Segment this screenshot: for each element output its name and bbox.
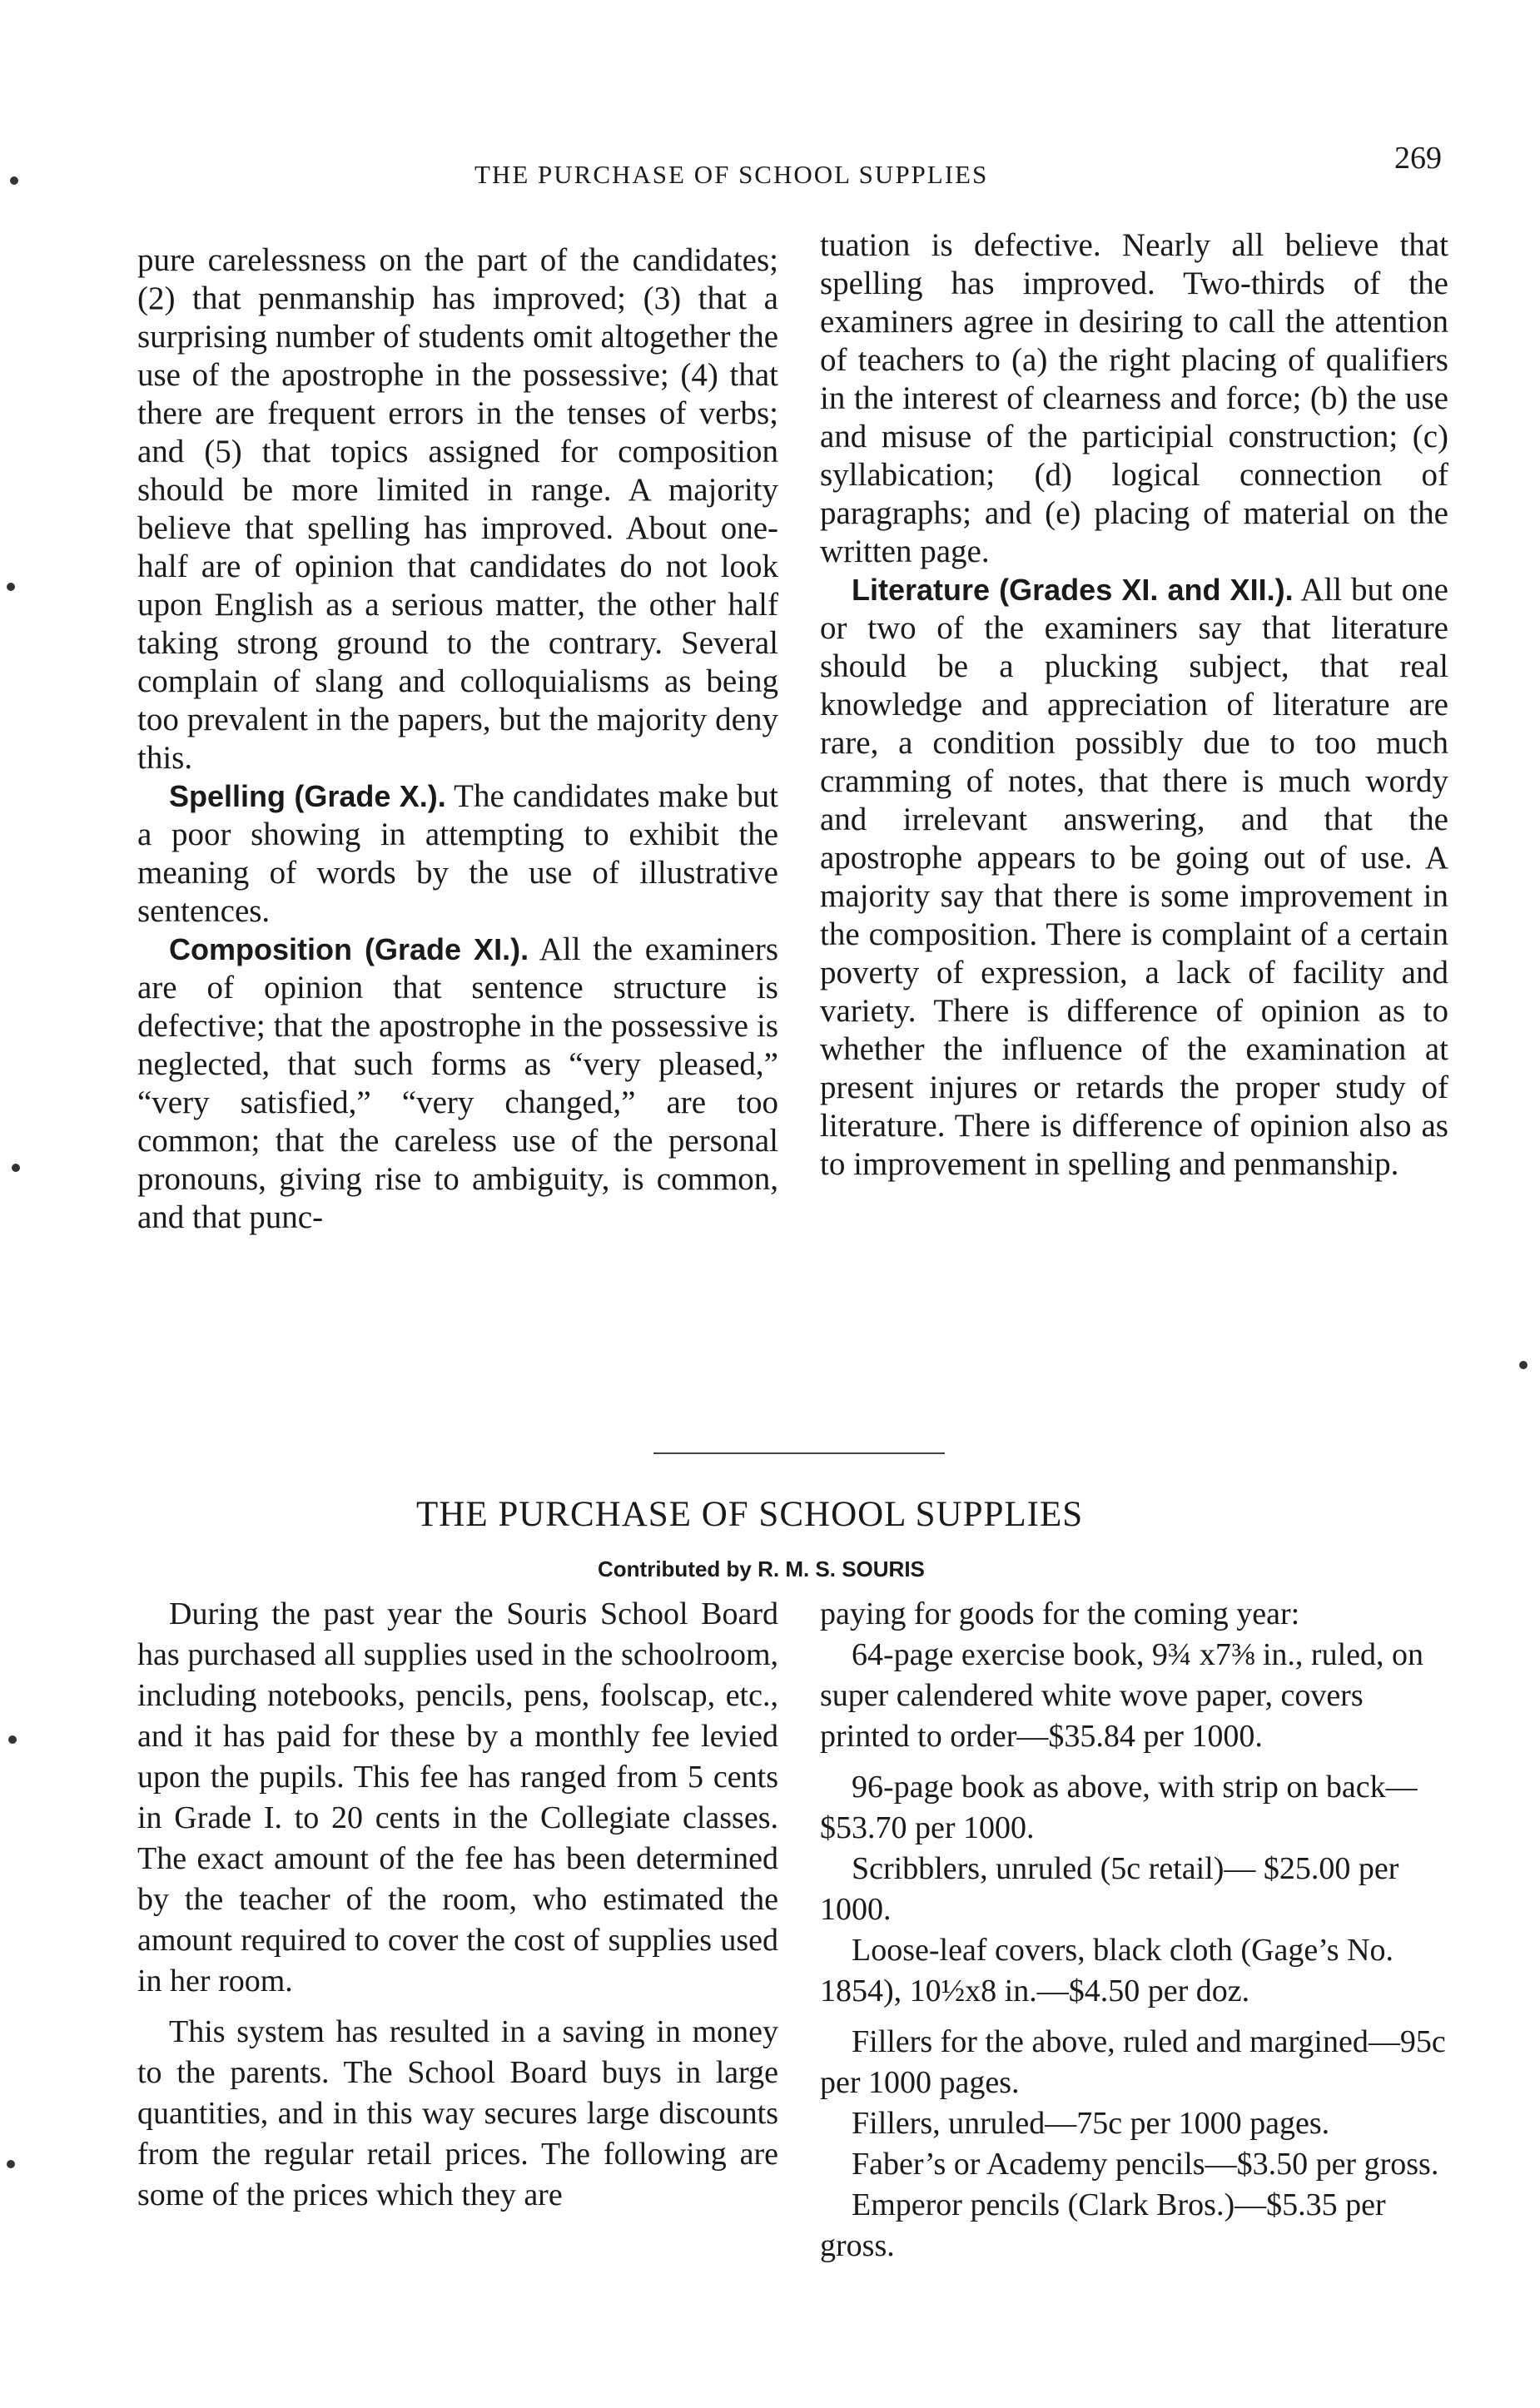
- article-right-column: [820, 1594, 1453, 2266]
- composition-paragraph: [137, 931, 778, 1237]
- paragraph-text: All but one or two of the examiners say that literature should be a plucking subject, that real knowledge and appreciation of literature are rare, a condition possibly due to too much cramming of notes, that there is much wordy and irrelevant answering, and that the apostrophe appears to be going out of use. A majority say that there is some improvement in the composition. There is complaint of a certain poverty of expression, a lack of facility and variety. There is difference of opinion as to whether the influence of the examination at present injures or retards the proper study of literature. There is difference of opinion also as to improvement in spelling and penmanship.: [820, 572, 1448, 1182]
- scan-margin-mark: [12, 1164, 20, 1172]
- price-item: Fillers, unruled—75c per 1000 pages.: [852, 2106, 1330, 2141]
- scan-margin-mark: [7, 2160, 15, 2168]
- article-title: THE PURCHASE OF SCHOOL SUPPLIES: [416, 1495, 1084, 1534]
- scan-margin-mark: [8, 1735, 17, 1744]
- price-item: Scribblers, unruled (5c retail)— $25.00 per 1000.: [820, 1851, 1399, 1927]
- price-intro: paying for goods for the coming year:: [820, 1596, 1300, 1631]
- scan-margin-mark: [1519, 1361, 1528, 1369]
- article-byline: Contributed by R. M. S. SOURIS: [598, 1557, 925, 1581]
- price-item: Emperor pencils (Clark Bros.)—$5.35 per gross.: [820, 2187, 1386, 2263]
- scan-margin-mark: [10, 176, 18, 185]
- scan-margin-mark: [7, 583, 15, 591]
- running-title: THE PURCHASE OF SCHOOL SUPPLIES: [474, 160, 989, 189]
- section-heading: Composition (Grade XI.).: [169, 932, 529, 966]
- section-heading: Spelling (Grade X.).: [169, 779, 446, 813]
- article-left-column: [137, 1594, 778, 2216]
- price-item: 96-page book as above, with strip on back—$53.70 per 1000.: [820, 1770, 1418, 1845]
- paragraph: During the past year the Souris School Board has purchased all supplies used in the schoolroom, including notebooks, pencils, pens, foolscap, etc., and it has paid for these by a monthly fee levied upon the pupils. This fee has ranged from 5 cents in Grade I. to 20 cents in the Collegiate classes. The exact amount of the fee has been determined by the teacher of the room, who estimated the amount required to cover the cost of supplies used in her room.: [137, 1596, 778, 1998]
- top-right-column: [820, 226, 1448, 1184]
- section-heading: Literature (Grades XI. and XII.).: [852, 573, 1294, 607]
- price-item: Loose-leaf covers, black cloth (Gage’s No. 1854), 10½x8 in.—$4.50 per doz.: [820, 1933, 1394, 2008]
- paragraph: tuation is defective. Nearly all believe that spelling has improved. Two-thirds of the examiners agree in desiring to call the attention of teachers to (a) the right placing of qualifiers in the interest of clearness and force; (b) the use and misuse of the participial construction; (c) syllabication; (d) logical connection of paragraphs; and (e) placing of material on the written page.: [820, 227, 1448, 569]
- section-divider: [653, 1452, 945, 1454]
- page-number: 269: [1394, 141, 1442, 176]
- paragraph: pure carelessness on the part of the candidates; (2) that penmanship has improved; (3) that a surprising number of students omit altogether the use of the apostrophe in the possessive; (4) that there are frequent errors in the tenses of verbs; and (5) that topics assigned for composition should be more limited in range. A majority believe that spelling has improved. About one-half are of opinion that candidates do not look upon English as a serious matter, the other half taking strong ground to the contrary. Several complain of slang and colloquialisms as being too prevalent in the papers, but the majority deny this.: [137, 242, 778, 776]
- paragraph-text: The candidates make but a poor showing in attempting to exhibit the meaning of words by the use of illustrative sentences.: [137, 778, 778, 929]
- price-item: Fillers for the above, ruled and margined—95c per 1000 pages.: [820, 2024, 1446, 2100]
- paragraph: This system has resulted in a saving in money to the parents. The School Board buys in large quantities, and in this way secures large discounts from the regular retail prices. The following are some of the prices which they are: [137, 2014, 778, 2212]
- price-item: 64-page exercise book, 9¾ x7⅜ in., ruled, on super calendered white wove paper, covers printed to order—$35.84 per 1000.: [820, 1637, 1423, 1754]
- price-item: Faber’s or Academy pencils—$3.50 per gross.: [852, 2147, 1439, 2182]
- paragraph-text: All the examiners are of opinion that sentence structure is defective; that the apostrophe in the possessive is neglected, that such forms as “very pleased,” “very satisfied,” “very changed,” are too common; that the careless use of the personal pronouns, giving rise to ambiguity, is common, and that punc-: [137, 931, 778, 1235]
- spelling-paragraph: [137, 777, 778, 931]
- top-left-column: [137, 241, 778, 1237]
- literature-paragraph: [820, 571, 1448, 1184]
